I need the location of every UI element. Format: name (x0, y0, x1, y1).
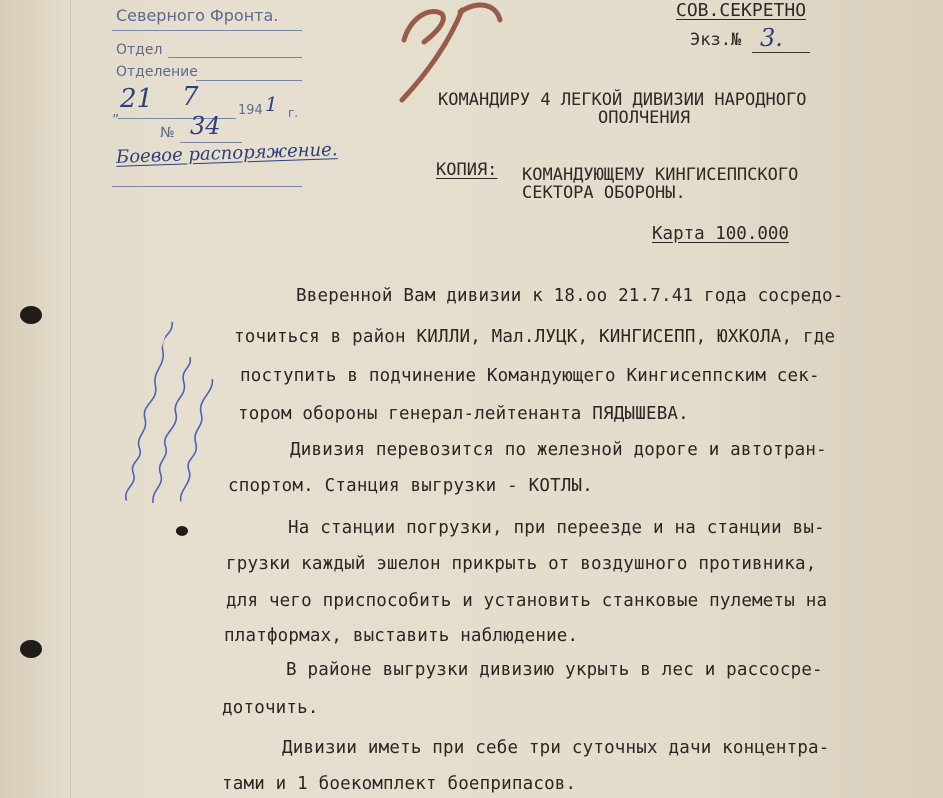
copy-number-label: Экз.№ (690, 30, 742, 50)
date-month: 7 (182, 82, 199, 112)
ink-blot (176, 526, 188, 536)
form-otdel-label: Отдел (116, 42, 163, 58)
document-type-handwritten: Боевое распоряжение. (115, 139, 338, 168)
date-quote-mark: „ (112, 104, 120, 120)
copy-to-line-1: КОМАНДУЮЩЕМУ КИНГИСЕППСКОГО (522, 165, 799, 185)
body-line: тором обороны генерал-лейтенанта ПЯДЫШЕВА. (238, 404, 689, 424)
body-line: На станции погрузки, при переезде и на станции вы- (288, 518, 825, 538)
body-line: поступить в подчинение Командующего Кингисеппским сек- (240, 366, 820, 386)
form-rule (168, 57, 302, 58)
body-line: грузки каждый эшелон прикрыть от воздушного противника, (226, 554, 817, 574)
binder-hole (20, 640, 42, 658)
form-otdelenie-label: Отделение (116, 64, 198, 80)
form-rule (112, 186, 302, 187)
date-year-digit: 1 (265, 92, 278, 116)
number-value: 34 (190, 112, 221, 140)
addressee-line-1: КОМАНДИРУ 4 ЛЕГКОЙ ДИВИЗИИ НАРОДНОГО (438, 90, 807, 110)
form-rule (196, 80, 302, 81)
body-line: тами и 1 боекомплект боеприпасов. (222, 774, 577, 794)
body-line: доточить. (222, 698, 319, 718)
addressee-line-2: ОПОЛЧЕНИЯ (598, 108, 691, 128)
body-line: Дивизия перевозится по железной дороге и автотран- (290, 440, 827, 460)
body-line: Вверенной Вам дивизии к 18.оо 21.7.41 года сосредо- (296, 286, 844, 306)
body-line: В районе выгрузки дивизию укрыть в лес и рассосре- (286, 660, 823, 680)
date-day: 21 (120, 84, 154, 114)
date-suffix: г. (288, 106, 299, 120)
number-label: № (160, 125, 175, 141)
body-line: Дивизии иметь при себе три суточных дачи концентра- (282, 738, 830, 758)
paper-left-edge (0, 0, 71, 798)
body-line: точиться в район КИЛЛИ, Мал.ЛУЦК, КИНГИСЕПП, ЮХКОЛА, где (234, 327, 836, 347)
form-front-title: Северного Фронта. (116, 6, 279, 25)
body-line: платформах, выставить наблюдение. (224, 626, 579, 646)
classification-label: СОВ.СЕКРЕТНО (676, 0, 807, 21)
form-rule (112, 30, 302, 31)
copy-number-rule (752, 52, 810, 53)
binder-hole (20, 306, 42, 324)
copy-number-value: 3. (760, 24, 783, 52)
body-line: спортом. Станция выгрузки - КОТЛЫ. (228, 476, 594, 496)
copy-to-line-2: СЕКТОРА ОБОРОНЫ. (522, 183, 686, 203)
map-reference: Карта 100.000 (652, 224, 789, 244)
body-line: для чего приспособить и установить станковые пулеметы на (226, 591, 828, 611)
copy-to-label: КОПИЯ: (436, 160, 498, 180)
date-year-prefix: 194 (238, 103, 263, 118)
